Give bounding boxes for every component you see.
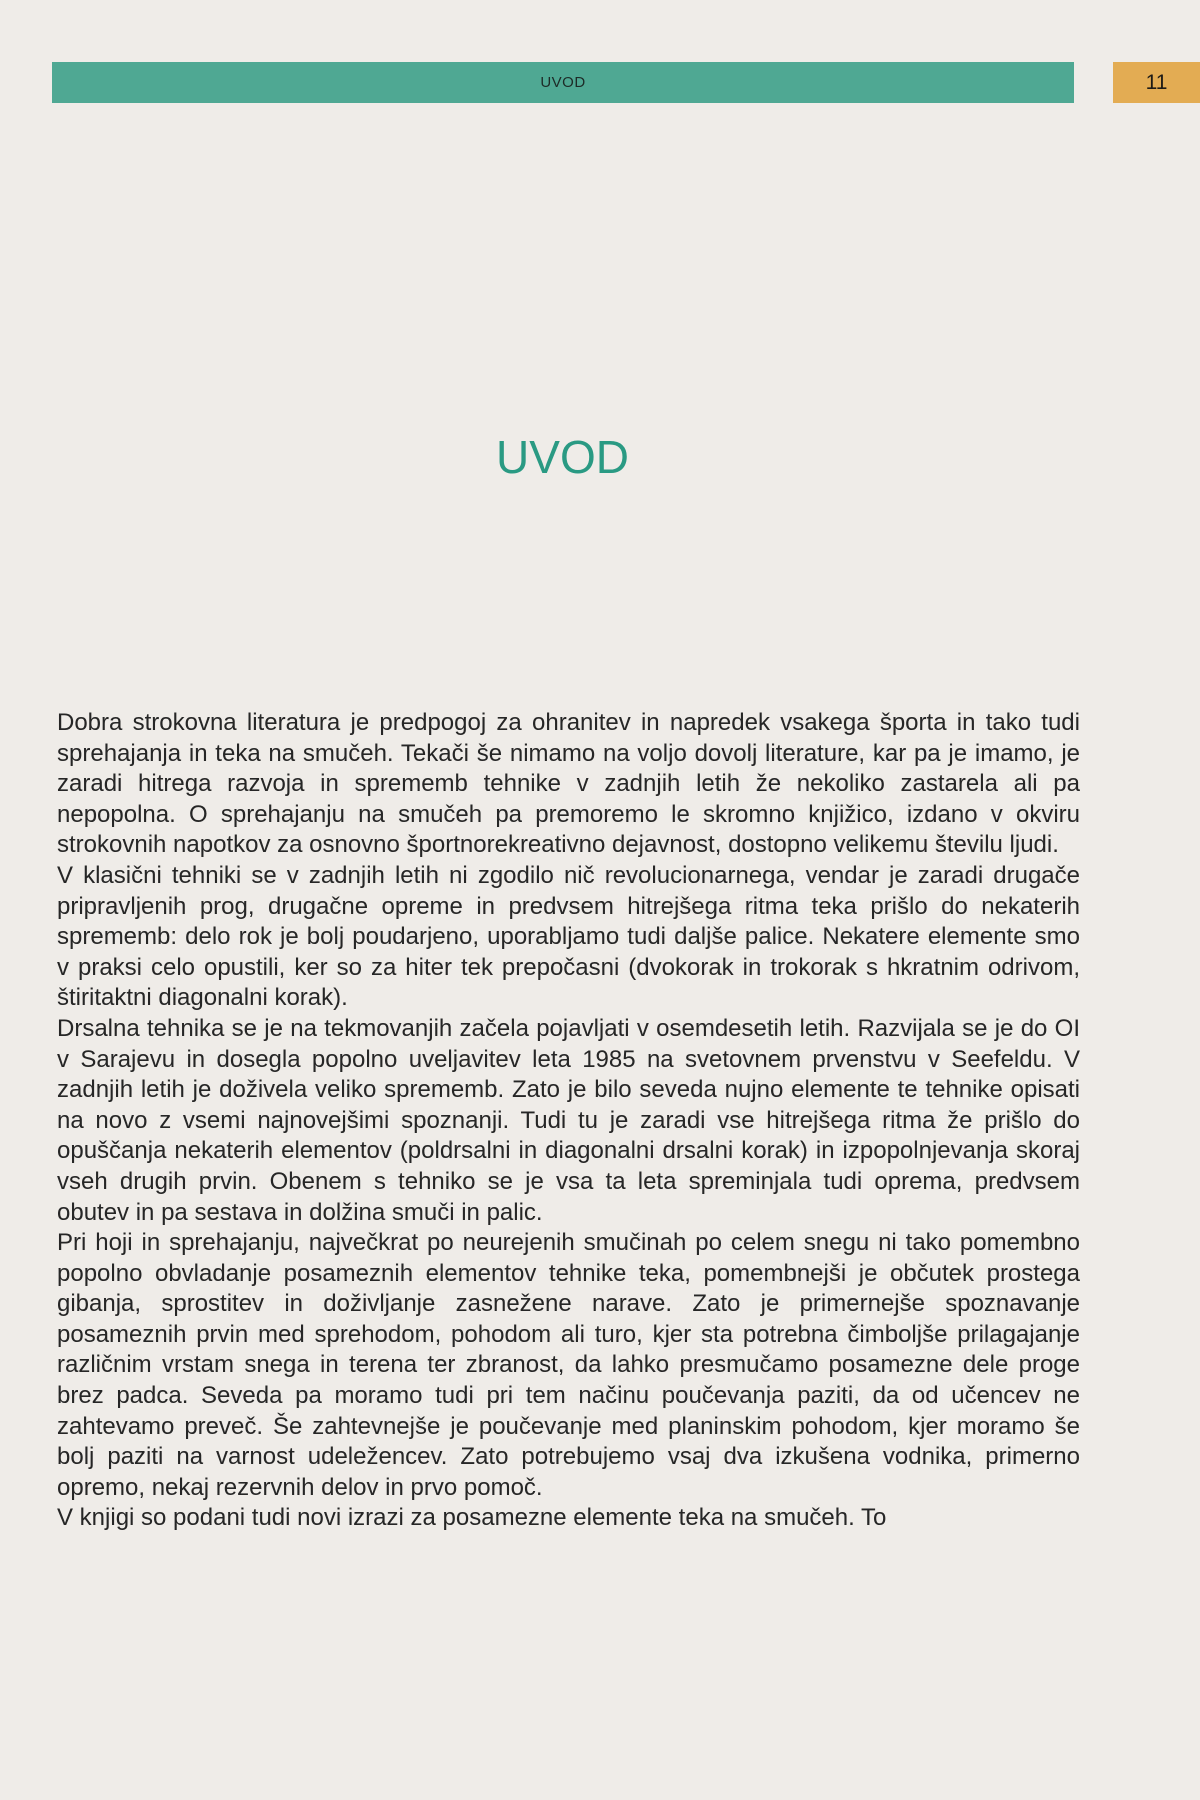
paragraph: Drsalna tehnika se je na tekmovanjih začela pojavljati v osemdesetih letih. Razvijala se je do OI v Sarajevu in dosegla popolno uveljavitev leta 1985 na svetovnem prvenstvu v Seefeldu. V zadnjih letih je doživela veliko sprememb. Zato je bilo seveda nujno elemente te tehnike opisati na novo z vsemi najnovejšimi spoznanji. Tudi tu je zaradi vse hitrejšega ritma že prišlo do opuščanja nekaterih elementov (poldrsalni in diagonalni drsalni korak) in izpopolnjevanja skoraj vseh drugih prvin. Obenem s tehniko se je vsa ta leta spreminjala tudi oprema, predvsem obutev in pa sestava in dolžina smuči in palic. — [57, 1014, 1080, 1226]
page-number-box — [1113, 62, 1200, 103]
paragraph: V knjigi so podani tudi novi izrazi za posamezne elemente teka na smučeh. To — [57, 1504, 887, 1532]
section-header-bar — [52, 62, 1074, 103]
body-text — [57, 708, 1080, 1534]
page-number: 11 — [1145, 70, 1168, 94]
chapter-title: UVOD — [496, 431, 629, 483]
paragraph: Dobra strokovna literatura je predpogoj za ohranitev in napredek vsakega športa in tako tudi sprehajanja in teka na smučeh. Tekači še nimamo na voljo dovolj literature, kar pa je imamo, je zaradi hitrega razvoja in sprememb tehnike v zadnjih letih že nekoliko zastarela ali pa nepopolna. O sprehajanju na smučeh pa premoremo le skromno knjižico, izdano v okviru strokovnih napotkov za osnovno športnorekreativno dejavnost, dostopno velikemu številu ljudi. — [57, 709, 1080, 859]
paragraph: V klasični tehniki se v zadnjih letih ni zgodilo nič revolucionarnega, vendar je zaradi drugače pripravljenih prog, drugačne opreme in predvsem hitrejšega ritma teka prišlo do nekaterih sprememb: delo rok je bolj poudarjeno, uporabljamo tudi daljše palice. Nekatere elemente smo v praksi celo opustili, ker so za hiter tek prepočasni (dvokorak in trokorak s hkratnim odrivom, štiritaktni diagonalni korak). — [57, 861, 1080, 1012]
section-header-title: UVOD — [540, 74, 586, 91]
paragraph: Pri hoji in sprehajanju, največkrat po neurejenih smučinah po celem snegu ni tako pomembno popolno obvladanje posameznih elementov tehnike teka, pomembnejši je občutek prostega gibanja, sprostitev in doživljanje zasnežene narave. Zato je primernejše spoznavanje posameznih prvin med sprehodom, pohodom ali turo, kjer sta potrebna čimboljše prilagajanje različnim vrstam snega in terena ter zbranost, da lahko presmučamo posamezne dele proge brez padca. Seveda pa moramo tudi pri tem načinu poučevanja paziti, da od učencev ne zahtevamo preveč. Še zahtevnejše je poučevanje med planinskim pohodom, kjer moramo še bolj paziti na varnost udeležencev. Zato potrebujemo vsaj dva izkušena vodnika, primerno opremo, nekaj rezervnih delov in prvo pomoč. — [57, 1229, 1080, 1501]
